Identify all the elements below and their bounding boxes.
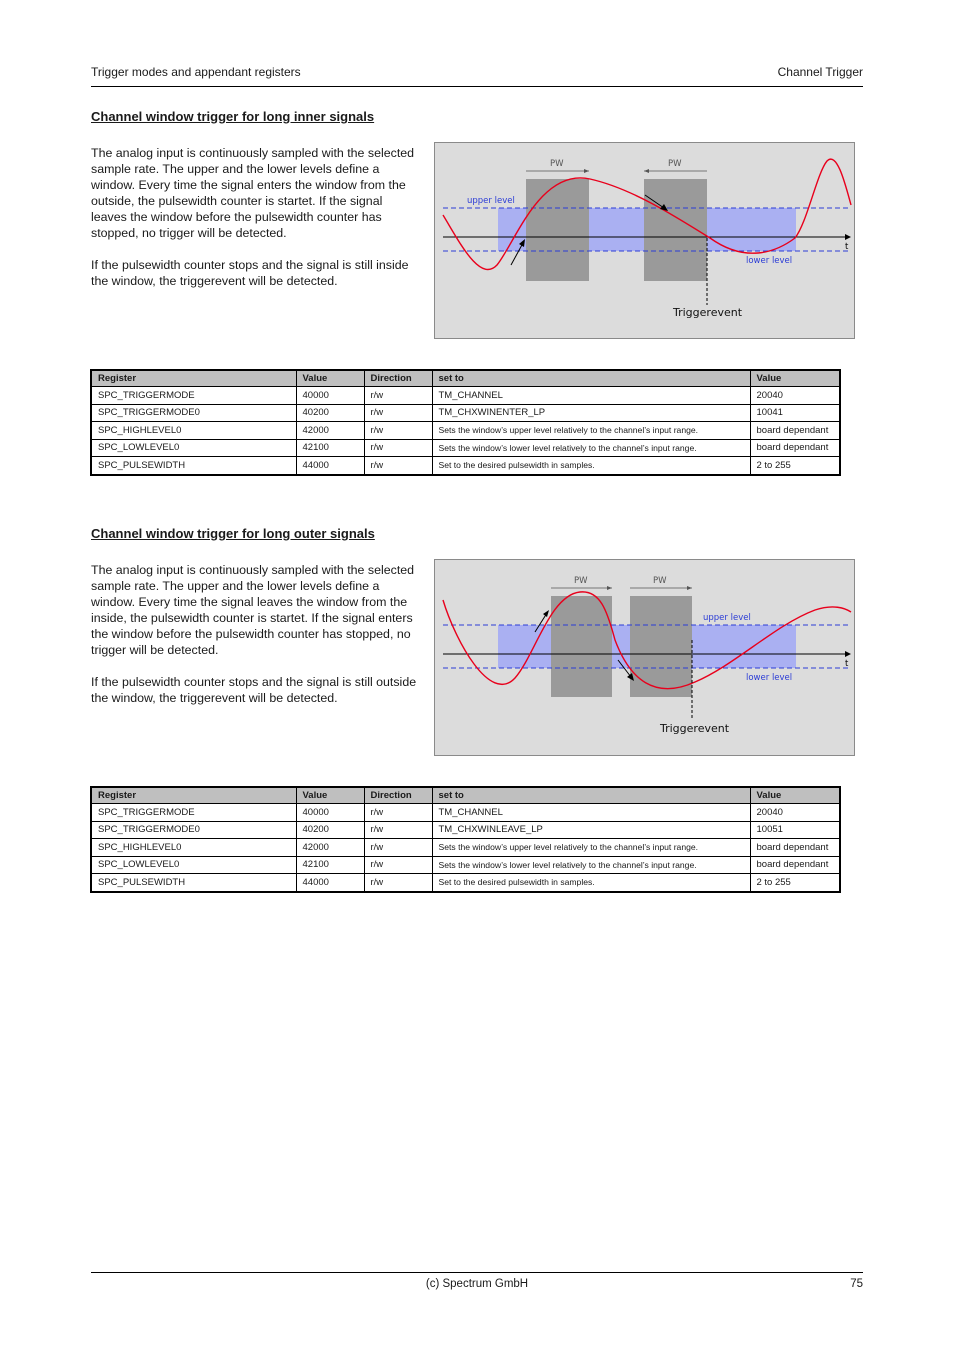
trigger-event-label: Triggerevent	[673, 306, 743, 319]
exit-arrow-icon	[543, 610, 549, 617]
cell-register: SPC_LOWLEVEL0	[91, 856, 296, 874]
cell-direction: r/w	[364, 804, 432, 822]
pw-marker-2-arrow-icon	[644, 169, 649, 173]
cell-set-to: TM_CHXWINLEAVE_LP	[432, 821, 750, 839]
col-value: Value	[296, 370, 364, 387]
cell-register: SPC_TRIGGERMODE	[91, 804, 296, 822]
pw-label-2: PW	[668, 159, 682, 169]
table-row	[91, 804, 840, 822]
section-title-inner: Channel window trigger for long inner signals	[91, 109, 375, 124]
pulsewidth-block-2	[630, 596, 692, 697]
cell-register: SPC_TRIGGERMODE	[91, 387, 296, 405]
pulsewidth-block-1	[551, 596, 612, 697]
pw-marker-2-arrow-icon	[687, 586, 692, 590]
table-row	[91, 856, 840, 874]
table-row	[91, 839, 840, 857]
upper-level-label: upper level	[467, 196, 515, 206]
figure-outer-window-trigger	[434, 559, 855, 756]
register-table-outer	[90, 786, 841, 893]
table-row	[91, 457, 840, 475]
page-header	[91, 64, 863, 87]
table-row	[91, 387, 840, 405]
cell-register: SPC_HIGHLEVEL0	[91, 839, 296, 857]
cell-value: 40200	[296, 821, 364, 839]
table-row	[91, 821, 840, 839]
section-outer-paragraph-1: The analog input is continuously sampled with the selected sample rate. The upper and the lower levels define a window. Every time the signal leaves the window from the inside, the pulsewidth counter is startet. If the signal enters the window before the pulsewidth counter has stopped, no trigger will be detected.	[91, 563, 415, 657]
cell-direction: r/w	[364, 856, 432, 874]
cell-direction: r/w	[364, 439, 432, 457]
pw-marker-1-arrow-icon	[584, 169, 589, 173]
cell-register: SPC_LOWLEVEL0	[91, 439, 296, 457]
pw-marker-1-arrow-icon	[607, 586, 612, 590]
cell-value-2: board dependant	[750, 422, 840, 440]
cell-value: 40000	[296, 387, 364, 405]
lower-level-label: lower level	[746, 256, 793, 266]
cell-value: 44000	[296, 457, 364, 475]
cell-register: SPC_HIGHLEVEL0	[91, 422, 296, 440]
cell-set-to: Sets the window’s lower level relatively to the channel’s input range.	[432, 856, 750, 874]
cell-value: 42000	[296, 839, 364, 857]
table-row	[91, 422, 840, 440]
cell-value-2: 10051	[750, 821, 840, 839]
register-table-inner	[90, 369, 841, 476]
section-inner-paragraph-2: If the pulsewidth counter stops and the signal is still inside the window, the triggerevent will be detected.	[91, 258, 409, 288]
cell-set-to: TM_CHXWINENTER_LP	[432, 404, 750, 422]
col-set-to: set to	[432, 370, 750, 387]
cell-value: 44000	[296, 874, 364, 892]
table-row	[91, 439, 840, 457]
cell-value-2: 20040	[750, 387, 840, 405]
col-direction: Direction	[364, 787, 432, 804]
table-row	[91, 404, 840, 422]
section-title-outer: Channel window trigger for long outer signals	[91, 526, 375, 541]
cell-value-2: 10041	[750, 404, 840, 422]
time-axis-arrow-icon	[845, 651, 851, 657]
cell-set-to: TM_CHANNEL	[432, 387, 750, 405]
cell-register: SPC_TRIGGERMODE0	[91, 821, 296, 839]
table-row	[91, 874, 840, 892]
cell-set-to: Sets the window’s upper level relatively to the channel’s input range.	[432, 422, 750, 440]
col-direction: Direction	[364, 370, 432, 387]
cell-set-to: Set to the desired pulsewidth in samples.	[432, 874, 750, 892]
col-value: Value	[296, 787, 364, 804]
table-header-row	[91, 370, 840, 387]
pw-label-1: PW	[550, 159, 564, 169]
header-left: Trigger modes and appendant registers	[91, 65, 301, 79]
cell-value: 42100	[296, 439, 364, 457]
lower-level-label: lower level	[746, 673, 793, 683]
trigger-event-label: Triggerevent	[660, 722, 730, 735]
col-value-2: Value	[750, 370, 840, 387]
pw-label-1: PW	[574, 576, 588, 586]
cell-register: SPC_PULSEWIDTH	[91, 457, 296, 475]
cell-direction: r/w	[364, 404, 432, 422]
cell-register: SPC_PULSEWIDTH	[91, 874, 296, 892]
col-register: Register	[91, 370, 296, 387]
cell-direction: r/w	[364, 457, 432, 475]
cell-direction: r/w	[364, 874, 432, 892]
cell-value-2: 20040	[750, 804, 840, 822]
cell-register: SPC_TRIGGERMODE0	[91, 404, 296, 422]
cell-direction: r/w	[364, 387, 432, 405]
pulsewidth-block-1	[526, 179, 589, 281]
cell-value-2: 2 to 255	[750, 874, 840, 892]
cell-set-to: Sets the window’s lower level relatively to the channel’s input range.	[432, 439, 750, 457]
cell-direction: r/w	[364, 422, 432, 440]
col-register: Register	[91, 787, 296, 804]
cell-value-2: board dependant	[750, 439, 840, 457]
time-label: t	[845, 659, 849, 669]
section-outer-paragraph-2: If the pulsewidth counter stops and the signal is still outside the window, the triggerevent will be detected.	[91, 675, 417, 705]
cell-value: 42100	[296, 856, 364, 874]
cell-value-2: board dependant	[750, 856, 840, 874]
time-axis-arrow-icon	[845, 234, 851, 240]
time-label: t	[845, 242, 849, 252]
cell-direction: r/w	[364, 839, 432, 857]
cell-value: 40000	[296, 804, 364, 822]
cell-direction: r/w	[364, 821, 432, 839]
cell-set-to: Set to the desired pulsewidth in samples.	[432, 457, 750, 475]
pw-label-2: PW	[653, 576, 667, 586]
section-inner-paragraph-1: The analog input is continuously sampled with the selected sample rate. The upper and the lower levels define a window. Every time the signal enters the window from the outside, the pulsewidth counter is startet. If the signal leaves the window before the pulsewidth counter has stopped, no trigger will be detected.	[91, 146, 415, 240]
footer-copyright: (c) Spectrum GmbH	[425, 1278, 529, 1290]
cell-set-to: Sets the window’s upper level relatively to the channel’s input range.	[432, 839, 750, 857]
cell-value-2: 2 to 255	[750, 457, 840, 475]
cell-value: 40200	[296, 404, 364, 422]
col-set-to: set to	[432, 787, 750, 804]
cell-set-to: TM_CHANNEL	[432, 804, 750, 822]
col-value-2: Value	[750, 787, 840, 804]
header-right: Channel Trigger	[777, 65, 863, 79]
cell-value-2: board dependant	[750, 839, 840, 857]
page-footer	[91, 1272, 863, 1290]
figure-inner-window-trigger	[434, 142, 855, 339]
upper-level-label: upper level	[703, 613, 751, 623]
page-number: 75	[850, 1278, 863, 1290]
table-header-row	[91, 787, 840, 804]
cell-value: 42000	[296, 422, 364, 440]
